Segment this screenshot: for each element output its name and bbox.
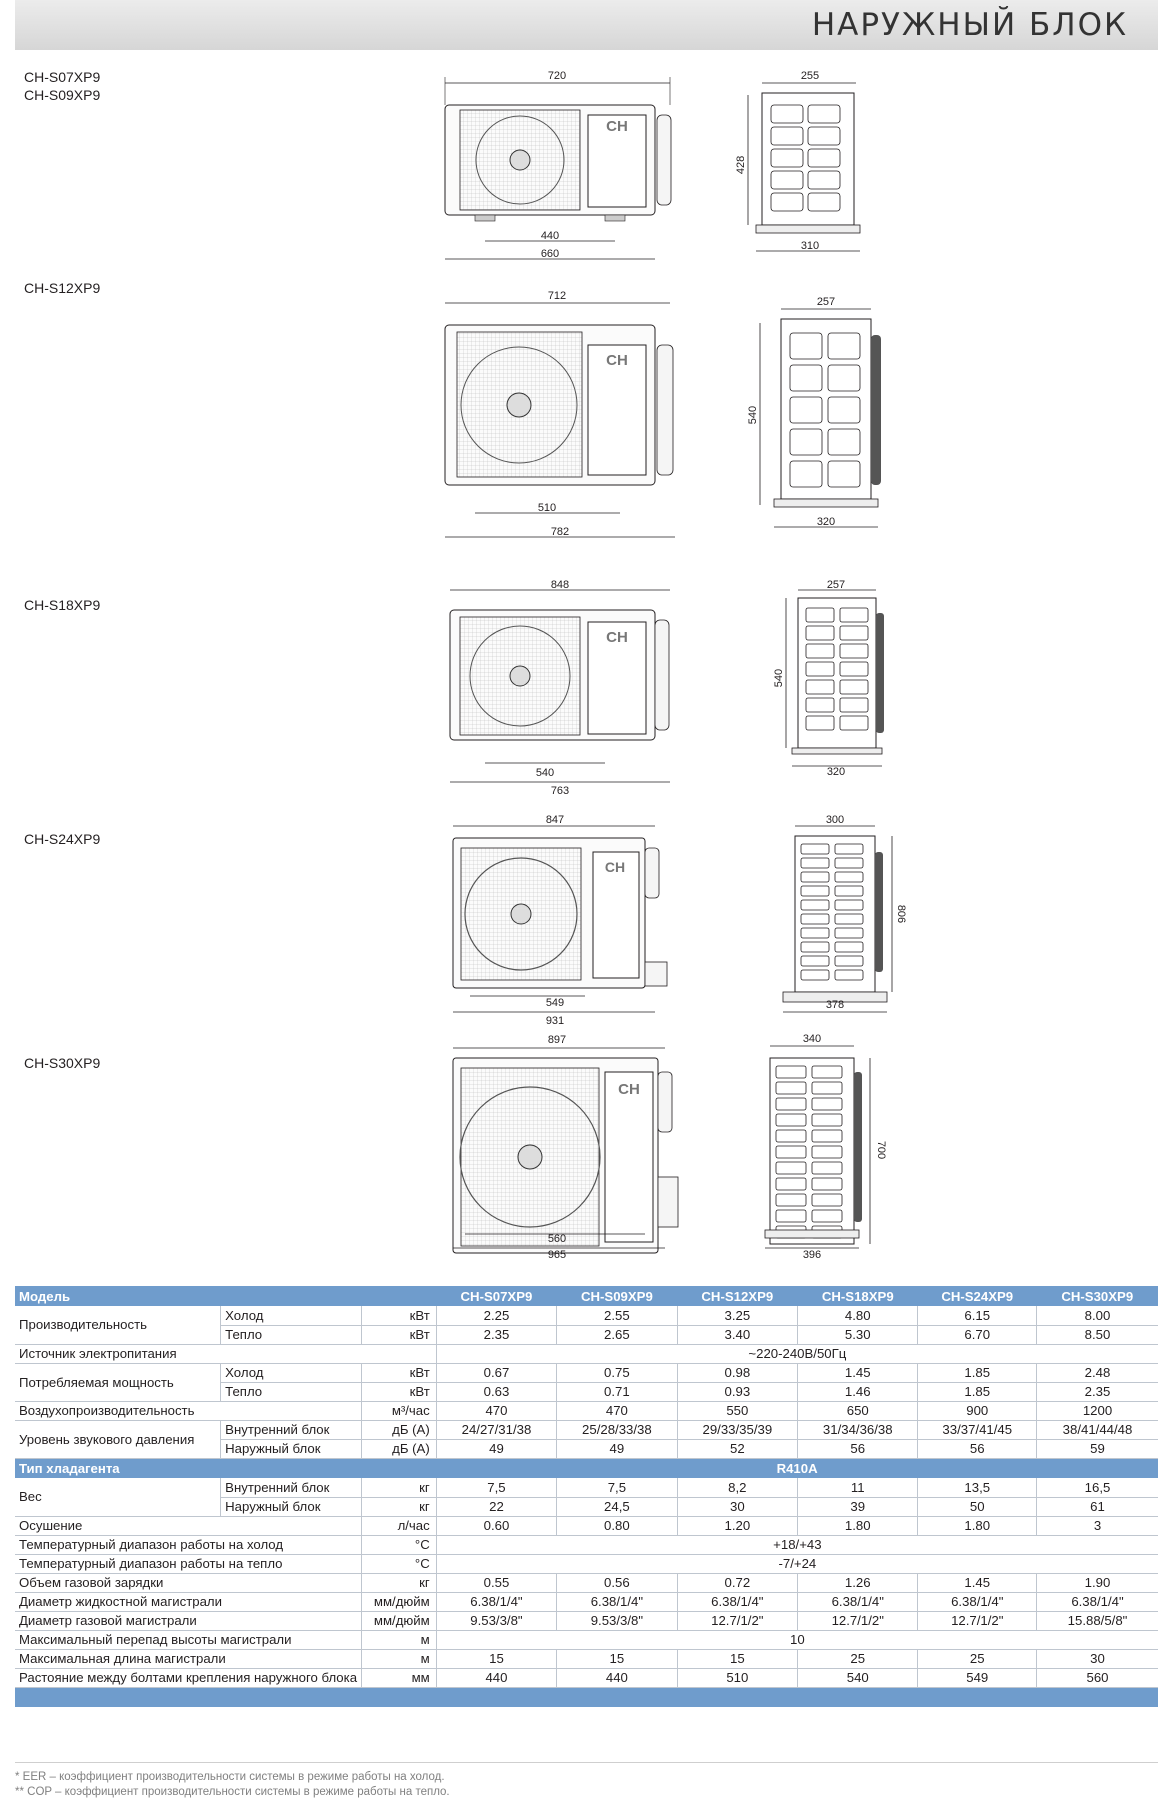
cell: 6.38/1/4" [557,1592,677,1611]
row-label: Потребляемая мощность [15,1363,221,1401]
footnote-cop: ** COP – коэффициент производительности системы в режиме работы на тепло. [15,1786,450,1798]
cell: 6.38/1/4" [677,1592,797,1611]
footnotes [15,1770,450,1800]
cell: 2.25 [436,1306,556,1325]
cell: 49 [557,1439,677,1458]
cell: 4.80 [798,1306,918,1325]
table-row [15,1420,1158,1439]
dimension-depth: 763 [550,785,570,797]
cell: 24,5 [557,1497,677,1516]
cell: 1.45 [918,1573,1037,1592]
dimension-depth: 782 [550,526,570,538]
cell: 510 [677,1668,797,1687]
row-unit: кг [362,1497,437,1516]
brand-logo: CH [604,859,626,875]
cell: 2.48 [1037,1363,1159,1382]
page-title: НАРУЖНЫЙ БЛОК [811,7,1128,43]
dimension-width: 720 [547,70,567,82]
page-title-bar [15,0,1158,50]
row-label: Температурный диапазон работы на тепло [15,1554,362,1573]
dimension-base: 378 [825,999,845,1011]
row-sublabel: Тепло [221,1325,362,1344]
row-label: Уровень звукового давления [15,1420,221,1458]
row-label: Воздухопроизводительность [15,1401,362,1420]
cell: 12.7/1/2" [677,1611,797,1630]
dimension-width: 257 [826,579,846,591]
front-view-drawing [445,1032,680,1257]
cell: 6.38/1/4" [1037,1592,1159,1611]
cell: 6.38/1/4" [918,1592,1037,1611]
cell: 50 [918,1497,1037,1516]
dimension-width: 300 [825,814,845,826]
table-footer-bar [15,1687,1158,1707]
model-label: CH-S24XP9 [24,831,101,847]
dimension-feet: 540 [535,767,555,779]
dimension-height: 700 [875,1140,887,1160]
cell: 2.65 [557,1325,677,1344]
dimension-feet: 510 [537,502,557,514]
cell: 25 [798,1649,918,1668]
cell: 7,5 [436,1478,556,1497]
cell: 38/41/44/48 [1037,1420,1159,1439]
front-view-drawing [435,285,695,550]
row-unit: мм [362,1668,437,1687]
cell: 1.20 [677,1516,797,1535]
row-unit: м [362,1649,437,1668]
dimension-width: 255 [800,70,820,82]
cell: 12.7/1/2" [918,1611,1037,1630]
cell: 56 [918,1439,1037,1458]
row-sublabel: Наружный блок [221,1439,362,1458]
table-row [15,1535,1158,1554]
cell: 0.98 [677,1363,797,1382]
cell: 3.25 [677,1306,797,1325]
cell: 25/28/33/38 [557,1420,677,1439]
row-sublabel: Наружный блок [221,1497,362,1516]
side-view-drawing [770,578,890,778]
cell: 61 [1037,1497,1159,1516]
cell: R410A [436,1458,1158,1478]
table-row [15,1592,1158,1611]
header-model: CH-S30XP9 [1037,1286,1159,1306]
cell: 33/37/41/45 [918,1420,1037,1439]
cell: 0.56 [557,1573,677,1592]
cell: 7,5 [557,1478,677,1497]
cell: 440 [557,1668,677,1687]
cell: 0.71 [557,1382,677,1401]
row-unit: дБ (А) [362,1439,437,1458]
brand-logo: CH [606,629,628,646]
table-row [15,1401,1158,1420]
cell: 22 [436,1497,556,1516]
dimension-base: 310 [800,240,820,252]
row-unit: кг [362,1573,437,1592]
row-sublabel: Холод [221,1363,362,1382]
cell: 30 [1037,1649,1159,1668]
row-label: Диаметр жидкостной магистрали [15,1592,362,1611]
dimension-width: 848 [550,579,570,591]
table-section-row [15,1458,1158,1478]
row-unit: кВт [362,1382,437,1401]
dimension-width: 847 [545,814,565,826]
spec-table [15,1286,1158,1707]
cell: 15 [436,1649,556,1668]
row-sublabel: Внутренний блок [221,1420,362,1439]
dimension-feet: 549 [545,997,565,1009]
table-row [15,1478,1158,1497]
front-view-drawing [440,580,685,795]
brand-logo: CH [606,118,628,135]
model-label [24,68,100,104]
cell: 1.46 [798,1382,918,1401]
cell: 540 [798,1668,918,1687]
front-view-drawing [445,812,675,1027]
row-unit: мм/дюйм [362,1592,437,1611]
table-row [15,1344,1158,1363]
row-label: Максимальный перепад высоты магистрали [15,1630,362,1649]
cell: 1.85 [918,1382,1037,1401]
cell: 0.67 [436,1363,556,1382]
dimension-depth: 660 [540,248,560,260]
table-row [15,1516,1158,1535]
row-label: Диаметр газовой магистрали [15,1611,362,1630]
model-label: CH-S30XP9 [24,1055,101,1071]
row-unit: кВт [362,1306,437,1325]
cell: 3 [1037,1516,1159,1535]
cell: 2.35 [436,1325,556,1344]
cell: 3.40 [677,1325,797,1344]
cell: 0.75 [557,1363,677,1382]
cell: 52 [677,1439,797,1458]
cell: 9.53/3/8" [436,1611,556,1630]
row-unit: °С [362,1554,437,1573]
cell: 15 [557,1649,677,1668]
row-unit: м³/час [362,1401,437,1420]
cell: 6.38/1/4" [436,1592,556,1611]
side-view-drawing [762,1032,892,1257]
cell: 549 [918,1668,1037,1687]
model-label: CH-S12XP9 [24,280,101,296]
row-unit: л/час [362,1516,437,1535]
row-label: Осушение [15,1516,362,1535]
header-model: CH-S07XP9 [436,1286,556,1306]
table-row [15,1306,1158,1325]
cell: -7/+24 [436,1554,1158,1573]
header-label: Модель [15,1286,436,1306]
row-unit: кг [362,1478,437,1497]
cell: 1.26 [798,1573,918,1592]
dimension-base: 320 [826,766,846,778]
model-label: CH-S18XP9 [24,597,101,613]
row-sublabel: Холод [221,1306,362,1325]
table-row [15,1554,1158,1573]
cell: 8.00 [1037,1306,1159,1325]
header-model: CH-S12XP9 [677,1286,797,1306]
table-row [15,1573,1158,1592]
row-unit: дБ (А) [362,1420,437,1439]
cell: 25 [918,1649,1037,1668]
front-view-dimensions [445,1228,680,1262]
row-unit: мм/дюйм [362,1611,437,1630]
row-label: Максимальная длина магистрали [15,1649,362,1668]
dimension-width: 340 [802,1033,822,1045]
cell: 0.93 [677,1382,797,1401]
row-unit: °С [362,1535,437,1554]
model-name: CH-S09XP9 [24,87,101,103]
table-row [15,1611,1158,1630]
row-sublabel: Внутренний блок [221,1478,362,1497]
dimension-height: 540 [747,405,759,425]
cell: 650 [798,1401,918,1420]
cell: 560 [1037,1668,1159,1687]
cell: 6.15 [918,1306,1037,1325]
row-label: Производительность [15,1306,221,1344]
cell: 8.50 [1037,1325,1159,1344]
cell: +18/+43 [436,1535,1158,1554]
cell: 31/34/36/38 [798,1420,918,1439]
brand-logo: CH [618,1081,640,1098]
dimension-base: 320 [816,516,836,528]
brand-logo: CH [606,352,628,369]
cell: 15 [677,1649,797,1668]
header-model: CH-S18XP9 [798,1286,918,1306]
dimension-feet: 560 [547,1233,567,1245]
row-label: Вес [15,1478,221,1516]
cell: 6.70 [918,1325,1037,1344]
cell: 16,5 [1037,1478,1159,1497]
dimension-width: 257 [816,296,836,308]
cell: 1.80 [918,1516,1037,1535]
cell: 2.55 [557,1306,677,1325]
dimension-height: 540 [773,668,785,688]
side-view-drawing [735,65,878,265]
row-label: Температурный диапазон работы на холод [15,1535,362,1554]
table-header-row [15,1286,1158,1306]
row-label: Источник электропитания [15,1344,436,1363]
cell: 1.45 [798,1363,918,1382]
side-view-drawing [738,295,888,540]
cell: 8,2 [677,1478,797,1497]
cell: 12.7/1/2" [798,1611,918,1630]
dimension-depth: 931 [545,1015,565,1027]
cell: 1.85 [918,1363,1037,1382]
cell: 0.63 [436,1382,556,1401]
header-model: CH-S24XP9 [918,1286,1037,1306]
cell: 470 [436,1401,556,1420]
cell: 56 [798,1439,918,1458]
cell: 13,5 [918,1478,1037,1497]
cell: 0.72 [677,1573,797,1592]
dimension-width: 897 [547,1034,567,1046]
dimension-base: 396 [802,1249,822,1261]
table-row [15,1649,1158,1668]
cell: 39 [798,1497,918,1516]
cell: 29/33/35/39 [677,1420,797,1439]
cell: 5.30 [798,1325,918,1344]
side-view-dimensions [762,1230,892,1260]
table-row [15,1668,1158,1687]
footnote-eer: * EER – коэффициент производительности системы в режиме работы на холод. [15,1771,445,1783]
footnote-divider [15,1762,1158,1763]
cell: 59 [1037,1439,1159,1458]
cell: 6.38/1/4" [798,1592,918,1611]
dimension-feet: 440 [540,230,560,242]
row-label: Тип хладагента [15,1458,436,1478]
cell: 49 [436,1439,556,1458]
cell: 470 [557,1401,677,1420]
cell: 1200 [1037,1401,1159,1420]
cell: 1.80 [798,1516,918,1535]
cell: 24/27/31/38 [436,1420,556,1439]
cell: 440 [436,1668,556,1687]
dimension-depth: 965 [547,1249,567,1261]
cell: 0.80 [557,1516,677,1535]
row-unit: кВт [362,1325,437,1344]
cell: 11 [798,1478,918,1497]
row-unit: м [362,1630,437,1649]
side-view-drawing [780,812,910,1027]
table-row [15,1363,1158,1382]
cell: 1.90 [1037,1573,1159,1592]
row-label: Объем газовой зарядки [15,1573,362,1592]
row-unit: кВт [362,1363,437,1382]
header-model: CH-S09XP9 [557,1286,677,1306]
row-label: Растояние между болтами крепления наружного блока [15,1668,362,1687]
cell: 550 [677,1401,797,1420]
cell: 900 [918,1401,1037,1420]
cell: 10 [436,1630,1158,1649]
dimension-width: 712 [547,290,567,302]
cell: 0.60 [436,1516,556,1535]
table-row [15,1630,1158,1649]
cell: 15.88/5/8" [1037,1611,1159,1630]
model-name: CH-S07XP9 [24,69,101,85]
cell: ~220-240В/50Гц [436,1344,1158,1363]
cell: 30 [677,1497,797,1516]
dimension-height: 806 [895,904,907,924]
front-view-drawing [435,65,685,265]
cell: 0.55 [436,1573,556,1592]
cell: 9.53/3/8" [557,1611,677,1630]
dimension-height: 428 [735,155,747,175]
row-sublabel: Тепло [221,1382,362,1401]
cell: 2.35 [1037,1382,1159,1401]
